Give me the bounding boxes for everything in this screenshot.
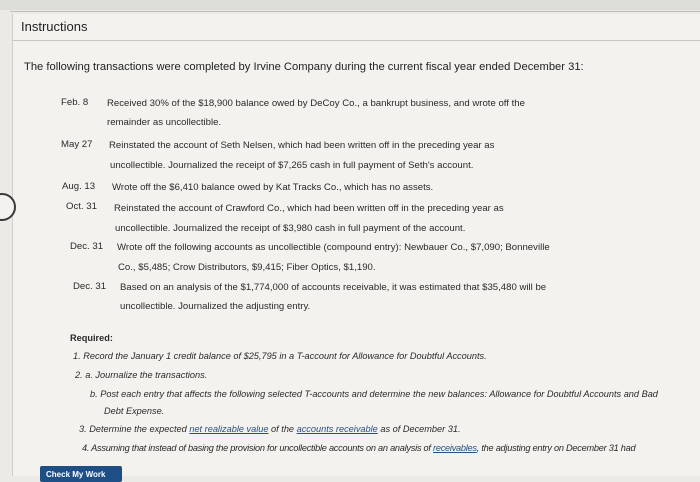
transaction-text: Wrote off the $6,410 balance owed by Kat Tracks Co., which has no assets. [112,182,434,193]
requirement-3-text: 3. Determine the expected [79,424,190,434]
transaction-date: Feb. 8 [61,97,89,108]
transaction-text: uncollectible. Journalized the receipt of $7,265 cash in full payment of Seth's account. [110,160,474,171]
transaction-text: remainder as uncollectible. [107,117,222,128]
transaction-date: Aug. 13 [62,181,96,192]
accounts-receivable-link[interactable]: accounts receivable [296,424,378,434]
requirement-3 [79,424,461,434]
requirement-2b: b. Post each entry that affects the following selected T-accounts and determine the new balances: Allowance for Doubtful Accounts and Bad [90,389,658,399]
header-divider [10,11,700,12]
transaction-text: Co., $5,485; Crow Distributors, $9,415; Fiber Optics, $1,190. [118,262,376,273]
page-title: Instructions [21,19,88,34]
window-top-bar [0,0,700,10]
transaction-text: uncollectible. Journalized the receipt of $3,980 cash in full payment of the account. [115,223,466,234]
transaction-date: May 27 [61,139,93,150]
transaction-text: uncollectible. Journalized the adjusting entry. [120,301,311,312]
transaction-date: Dec. 31 [73,281,107,292]
intro-text: The following transactions were completed by Irvine Company during the current fiscal year ended December 31: [24,61,584,73]
receivables-link[interactable]: receivables [433,443,477,453]
title-divider [12,40,700,41]
transaction-date: Oct. 31 [66,201,97,212]
transaction-text: Received 30% of the $18,900 balance owed by DeCoy Co., a bankrupt business, and wrote off the [107,98,525,109]
check-my-work-button[interactable]: Check My Work [40,466,122,482]
transaction-date: Dec. 31 [70,241,104,252]
requirement-4-text: , the adjusting entry on December 31 had [476,443,636,453]
transaction-text: Reinstated the account of Seth Nelsen, which had been written off in the preceding year as [109,140,495,151]
requirement-1: 1. Record the January 1 credit balance of $25,795 in a T-account for Allowance for Doubtful Accounts. [73,351,487,361]
required-label: Required: [70,333,113,343]
requirement-2a: 2. a. Journalize the transactions. [75,370,208,380]
net-realizable-value-link[interactable]: net realizable value [189,424,269,434]
requirement-2b-continued: Debt Expense. [104,406,165,416]
requirement-3-text: as of December 31. [377,424,461,434]
requirement-3-text: of the [268,424,297,434]
transaction-text: Wrote off the following accounts as uncollectible (compound entry): Newbauer Co., $7,090; Bonneville [117,242,550,253]
requirement-4-text: 4. Assuming that instead of basing the provision for uncollectible accounts on an analysis of [82,443,434,453]
transaction-text: Based on an analysis of the $1,774,000 of accounts receivable, it was estimated that $35,480 will be [120,282,547,293]
requirement-4 [82,443,635,453]
transaction-text: Reinstated the account of Crawford Co., which had been written off in the preceding year as [114,203,504,214]
